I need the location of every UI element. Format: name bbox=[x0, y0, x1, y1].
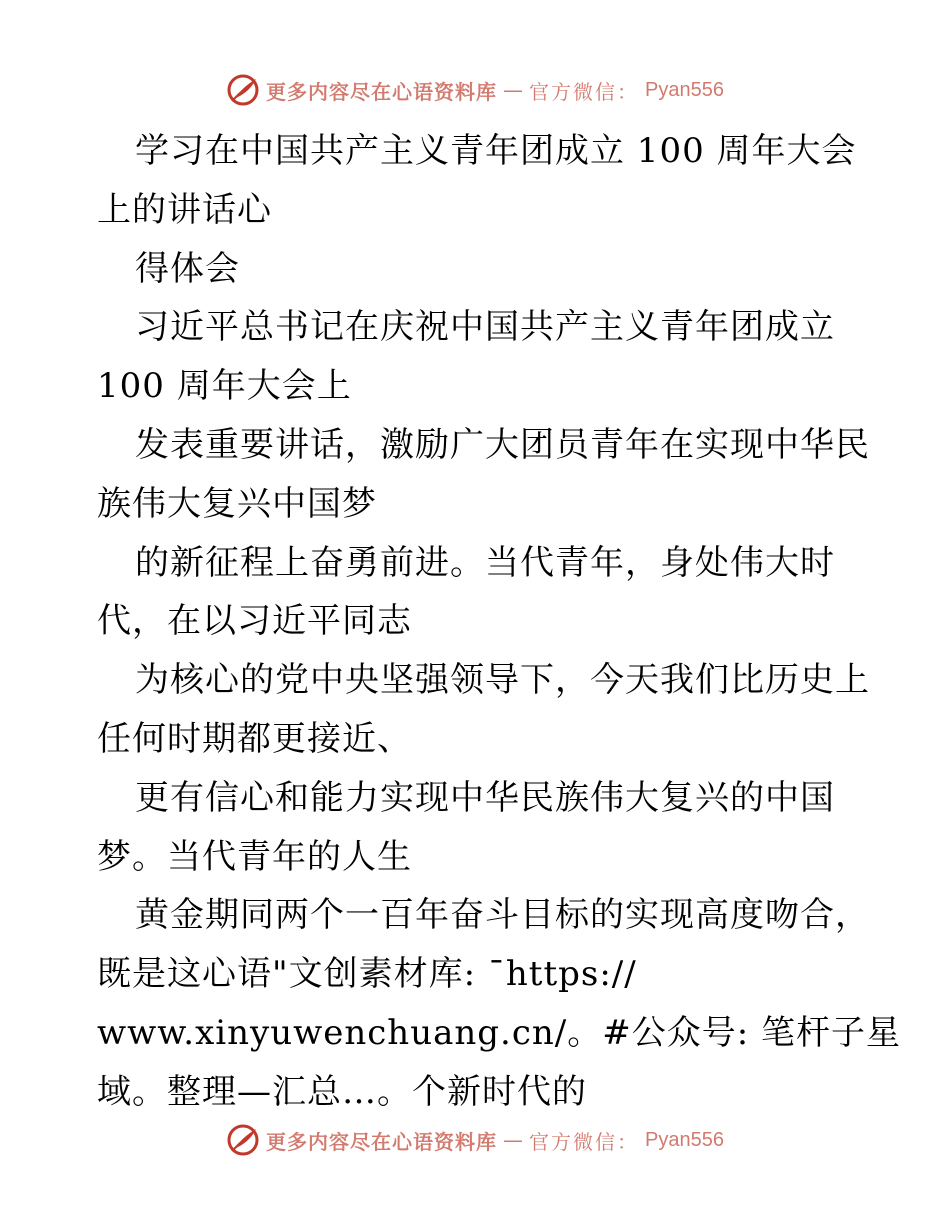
text-line: 更有信心和能力实现中华民族伟大复兴的中国 bbox=[135, 777, 835, 818]
banner-brand-text: 更多内容尽在心语资料库 bbox=[266, 1129, 498, 1154]
text-line: 代，在以习近平同志 bbox=[97, 601, 412, 642]
text-line: 域。整理—汇总…。个新时代的 bbox=[97, 1071, 587, 1112]
text-line: 的新征程上奋勇前进。当代青年，身处伟大时 bbox=[135, 542, 835, 583]
text-line: 黄金期同两个一百年奋斗目标的实现高度吻合， bbox=[135, 895, 870, 936]
text-line: 任何时期都更接近、 bbox=[97, 718, 412, 759]
footer-banner bbox=[0, 1120, 950, 1160]
banner-brand-text: 更多内容尽在心语资料库 bbox=[266, 79, 498, 104]
banner-dash: — bbox=[503, 78, 524, 102]
text-line: 既是这心语"文创素材库: ¯https:// bbox=[97, 954, 637, 995]
text-line: 发表重要讲话，激励广大团员青年在实现中华民 bbox=[135, 424, 870, 465]
text-line: 100 周年大会上 bbox=[97, 366, 352, 407]
feather-logo-icon bbox=[226, 73, 260, 107]
text-line: 上的讲话心 bbox=[97, 189, 272, 230]
text-line: 梦。当代青年的人生 bbox=[97, 836, 412, 877]
banner-dash: — bbox=[503, 1128, 524, 1152]
banner-wechat-id: Pyan556 bbox=[645, 1128, 724, 1151]
text-line: 习近平总书记在庆祝中国共产主义青年团成立 bbox=[135, 307, 835, 348]
banner-official-label: 官方微信： bbox=[529, 1129, 640, 1154]
text-line: www.xinyuwenchuang.cn/。#公众号: 笔杆子星 bbox=[97, 1012, 901, 1053]
banner-official-label: 官方微信： bbox=[529, 79, 640, 104]
text-line: 得体会 bbox=[135, 248, 240, 289]
header-banner bbox=[0, 70, 950, 110]
banner-wechat-id: Pyan556 bbox=[645, 78, 724, 101]
document-body bbox=[97, 122, 901, 1122]
text-line: 学习在中国共产主义青年团成立 100 周年大会 bbox=[135, 131, 857, 171]
feather-logo-icon bbox=[226, 1123, 260, 1157]
text-line: 族伟大复兴中国梦 bbox=[97, 483, 377, 524]
text-line: 为核心的党中央坚强领导下，今天我们比历史上 bbox=[135, 660, 870, 701]
